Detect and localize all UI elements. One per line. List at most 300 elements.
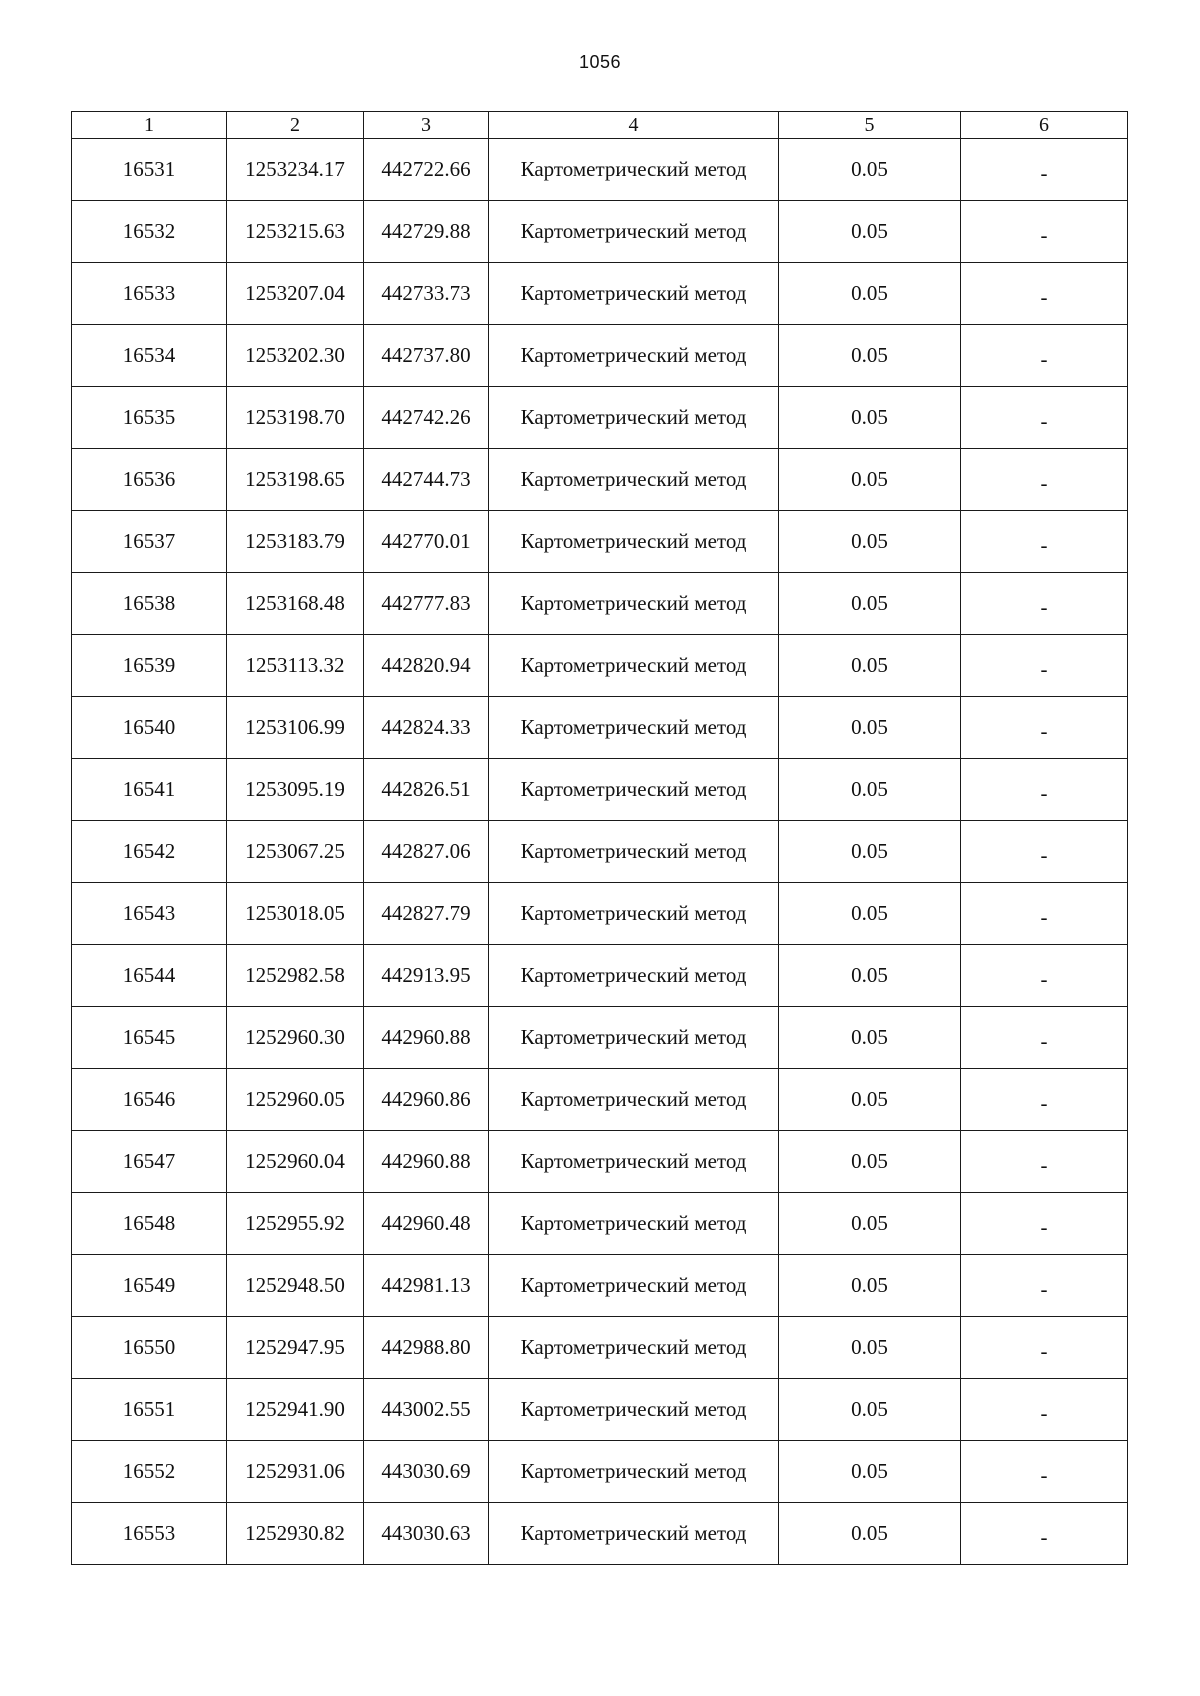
point-number-value: 16543 [122,901,176,925]
cell-point-number [72,1317,227,1379]
y-coordinate-value: 442820.94 [381,653,471,677]
table-row [72,1193,1128,1255]
cell-accuracy [779,1193,961,1255]
page-number: 1056 [578,52,622,72]
table-row [72,759,1128,821]
y-coordinate-value: 442960.48 [381,1211,471,1235]
note-value: - [1040,533,1048,557]
cell-method [489,1317,779,1379]
note-value: - [1040,1525,1048,1549]
cell-point-number [72,1255,227,1317]
x-coordinate-value: 1253207.04 [245,281,345,305]
cell-accuracy [779,573,961,635]
cell-method [489,821,779,883]
accuracy-value: 0.05 [851,1397,888,1421]
note-value: - [1040,967,1048,991]
y-coordinate-value: 442742.26 [381,405,471,429]
x-coordinate-value: 1253168.48 [245,591,345,615]
cell-x-coordinate [227,1193,364,1255]
y-coordinate-value: 442824.33 [381,715,471,739]
x-coordinate-value: 1252930.82 [245,1521,345,1545]
header-cell-3: 3 [364,112,489,139]
cell-point-number [72,1193,227,1255]
note-value: - [1040,347,1048,371]
table-header [72,112,1128,139]
cell-point-number [72,139,227,201]
cell-note [961,759,1128,821]
cell-note [961,325,1128,387]
cell-y-coordinate [364,821,489,883]
x-coordinate-value: 1253198.70 [245,405,345,429]
cell-y-coordinate [364,201,489,263]
cell-point-number [72,821,227,883]
method-value: Картометрический метод [520,1025,747,1049]
point-number-value: 16541 [122,777,176,801]
x-coordinate-value: 1252948.50 [245,1273,345,1297]
note-value: - [1040,657,1048,681]
y-coordinate-value: 442988.80 [381,1335,471,1359]
note-value: - [1040,161,1048,185]
cell-point-number [72,573,227,635]
table-row [72,635,1128,697]
cell-accuracy [779,1069,961,1131]
point-number-value: 16540 [122,715,176,739]
cell-note [961,573,1128,635]
y-coordinate-value: 442777.83 [381,591,471,615]
table-row [72,1317,1128,1379]
point-number-value: 16548 [122,1211,176,1235]
cell-note [961,1193,1128,1255]
accuracy-value: 0.05 [851,405,888,429]
cell-note [961,1379,1128,1441]
note-value: - [1040,1463,1048,1487]
x-coordinate-value: 1252960.05 [245,1087,345,1111]
y-coordinate-value: 443030.63 [381,1521,471,1545]
x-coordinate-value: 1253095.19 [245,777,345,801]
accuracy-value: 0.05 [851,1273,888,1297]
note-value: - [1040,223,1048,247]
note-value: - [1040,595,1048,619]
cell-note [961,821,1128,883]
cell-note [961,1007,1128,1069]
point-number-value: 16544 [122,963,176,987]
x-coordinate-value: 1253183.79 [245,529,345,553]
cell-x-coordinate [227,1007,364,1069]
cell-note [961,1317,1128,1379]
x-coordinate-value: 1252960.30 [245,1025,345,1049]
method-value: Картометрический метод [520,653,747,677]
note-value: - [1040,1401,1048,1425]
cell-x-coordinate [227,697,364,759]
cell-x-coordinate [227,511,364,573]
cell-method [489,573,779,635]
method-value: Картометрический метод [520,529,747,553]
cell-accuracy [779,139,961,201]
note-value: - [1040,471,1048,495]
method-value: Картометрический метод [520,1087,747,1111]
table-row [72,883,1128,945]
cell-accuracy [779,387,961,449]
cell-y-coordinate [364,1069,489,1131]
cell-accuracy [779,697,961,759]
cell-point-number [72,387,227,449]
cell-method [489,759,779,821]
point-number-value: 16537 [122,529,176,553]
cell-accuracy [779,821,961,883]
point-number-value: 16532 [122,219,176,243]
y-coordinate-value: 442960.86 [381,1087,471,1111]
y-coordinate-value: 442981.13 [381,1273,471,1297]
accuracy-value: 0.05 [851,1025,888,1049]
cell-point-number [72,1379,227,1441]
x-coordinate-value: 1252960.04 [245,1149,345,1173]
point-number-value: 16535 [122,405,176,429]
cell-point-number [72,1131,227,1193]
point-number-value: 16536 [122,467,176,491]
table-row [72,201,1128,263]
accuracy-value: 0.05 [851,839,888,863]
cell-note [961,1503,1128,1565]
note-value: - [1040,1215,1048,1239]
point-number-value: 16531 [122,157,176,181]
accuracy-value: 0.05 [851,715,888,739]
cell-x-coordinate [227,1131,364,1193]
cell-x-coordinate [227,1069,364,1131]
x-coordinate-value: 1253018.05 [245,901,345,925]
cell-method [489,449,779,511]
table-row [72,821,1128,883]
cell-accuracy [779,945,961,1007]
coordinates-table [71,111,1128,1565]
x-coordinate-value: 1252931.06 [245,1459,345,1483]
y-coordinate-value: 443030.69 [381,1459,471,1483]
method-value: Картометрический метод [520,1459,747,1483]
cell-point-number [72,945,227,1007]
cell-y-coordinate [364,449,489,511]
cell-y-coordinate [364,511,489,573]
point-number-value: 16549 [122,1273,176,1297]
y-coordinate-value: 442827.79 [381,901,471,925]
method-value: Картометрический метод [520,281,747,305]
cell-point-number [72,883,227,945]
table-row [72,387,1128,449]
accuracy-value: 0.05 [851,467,888,491]
table-row [72,1441,1128,1503]
cell-x-coordinate [227,573,364,635]
cell-method [489,511,779,573]
cell-method [489,635,779,697]
cell-point-number [72,1441,227,1503]
cell-method [489,325,779,387]
cell-point-number [72,1069,227,1131]
method-value: Картометрический метод [520,963,747,987]
cell-y-coordinate [364,1131,489,1193]
cell-x-coordinate [227,759,364,821]
header-cell-1: 1 [72,112,227,139]
cell-accuracy [779,511,961,573]
cell-x-coordinate [227,821,364,883]
cell-accuracy [779,1131,961,1193]
cell-accuracy [779,263,961,325]
point-number-value: 16538 [122,591,176,615]
point-number-value: 16553 [122,1521,176,1545]
point-number-value: 16551 [122,1397,176,1421]
cell-note [961,1255,1128,1317]
table-row [72,263,1128,325]
cell-method [489,945,779,1007]
note-value: - [1040,843,1048,867]
note-value: - [1040,1277,1048,1301]
point-number-value: 16552 [122,1459,176,1483]
table-row [72,573,1128,635]
cell-y-coordinate [364,263,489,325]
note-value: - [1040,1091,1048,1115]
header-row [72,112,1128,139]
cell-note [961,387,1128,449]
x-coordinate-value: 1253202.30 [245,343,345,367]
cell-y-coordinate [364,945,489,1007]
header-cell-2: 2 [227,112,364,139]
cell-method [489,1379,779,1441]
accuracy-value: 0.05 [851,529,888,553]
note-value: - [1040,1029,1048,1053]
cell-accuracy [779,883,961,945]
x-coordinate-value: 1252947.95 [245,1335,345,1359]
cell-method [489,1131,779,1193]
cell-y-coordinate [364,325,489,387]
x-coordinate-value: 1252955.92 [245,1211,345,1235]
table-row [72,449,1128,511]
cell-point-number [72,697,227,759]
accuracy-value: 0.05 [851,777,888,801]
note-value: - [1040,905,1048,929]
accuracy-value: 0.05 [851,343,888,367]
cell-point-number [72,1503,227,1565]
y-coordinate-value: 442737.80 [381,343,471,367]
x-coordinate-value: 1253067.25 [245,839,345,863]
cell-note [961,1069,1128,1131]
method-value: Картометрический метод [520,157,747,181]
cell-accuracy [779,201,961,263]
point-number-value: 16533 [122,281,176,305]
x-coordinate-value: 1252982.58 [245,963,345,987]
table-row [72,1503,1128,1565]
cell-x-coordinate [227,883,364,945]
x-coordinate-value: 1253234.17 [245,157,345,181]
table-row [72,139,1128,201]
cell-accuracy [779,1007,961,1069]
cell-note [961,697,1128,759]
y-coordinate-value: 442729.88 [381,219,471,243]
cell-accuracy [779,1317,961,1379]
cell-point-number [72,201,227,263]
point-number-value: 16545 [122,1025,176,1049]
accuracy-value: 0.05 [851,1521,888,1545]
cell-y-coordinate [364,1441,489,1503]
note-value: - [1040,1339,1048,1363]
cell-method [489,1503,779,1565]
cell-note [961,449,1128,511]
cell-accuracy [779,325,961,387]
cell-point-number [72,1007,227,1069]
cell-method [489,263,779,325]
y-coordinate-value: 442960.88 [381,1149,471,1173]
cell-y-coordinate [364,883,489,945]
y-coordinate-value: 442913.95 [381,963,471,987]
cell-x-coordinate [227,1441,364,1503]
table-row [72,511,1128,573]
cell-y-coordinate [364,759,489,821]
cell-x-coordinate [227,449,364,511]
y-coordinate-value: 442960.88 [381,1025,471,1049]
table-row [72,1379,1128,1441]
cell-method [489,139,779,201]
cell-note [961,201,1128,263]
cell-accuracy [779,1503,961,1565]
method-value: Картометрический метод [520,219,747,243]
cell-x-coordinate [227,201,364,263]
accuracy-value: 0.05 [851,963,888,987]
point-number-value: 16547 [122,1149,176,1173]
note-value: - [1040,1153,1048,1177]
method-value: Картометрический метод [520,1273,747,1297]
cell-x-coordinate [227,387,364,449]
point-number-value: 16546 [122,1087,176,1111]
cell-y-coordinate [364,635,489,697]
method-value: Картометрический метод [520,901,747,925]
cell-y-coordinate [364,387,489,449]
point-number-value: 16542 [122,839,176,863]
table-row [72,1007,1128,1069]
cell-note [961,635,1128,697]
point-number-value: 16550 [122,1335,176,1359]
method-value: Картометрический метод [520,343,747,367]
cell-accuracy [779,449,961,511]
cell-point-number [72,263,227,325]
y-coordinate-value: 442826.51 [381,777,471,801]
cell-accuracy [779,759,961,821]
y-coordinate-value: 442722.66 [381,157,471,181]
cell-y-coordinate [364,1317,489,1379]
cell-x-coordinate [227,1317,364,1379]
cell-x-coordinate [227,263,364,325]
accuracy-value: 0.05 [851,1459,888,1483]
method-value: Картометрический метод [520,777,747,801]
method-value: Картометрический метод [520,1211,747,1235]
accuracy-value: 0.05 [851,1087,888,1111]
method-value: Картометрический метод [520,591,747,615]
y-coordinate-value: 442827.06 [381,839,471,863]
accuracy-value: 0.05 [851,1149,888,1173]
cell-x-coordinate [227,1255,364,1317]
table-row [72,697,1128,759]
accuracy-value: 0.05 [851,591,888,615]
table-row [72,945,1128,1007]
cell-point-number [72,449,227,511]
cell-y-coordinate [364,1193,489,1255]
method-value: Картометрический метод [520,1149,747,1173]
cell-method [489,1441,779,1503]
cell-note [961,139,1128,201]
cell-y-coordinate [364,697,489,759]
method-value: Картометрический метод [520,715,747,739]
cell-x-coordinate [227,1503,364,1565]
x-coordinate-value: 1252941.90 [245,1397,345,1421]
accuracy-value: 0.05 [851,1211,888,1235]
y-coordinate-value: 443002.55 [381,1397,471,1421]
cell-accuracy [779,1255,961,1317]
cell-note [961,511,1128,573]
cell-method [489,697,779,759]
method-value: Картометрический метод [520,1397,747,1421]
cell-method [489,1069,779,1131]
cell-x-coordinate [227,139,364,201]
cell-note [961,945,1128,1007]
cell-y-coordinate [364,1255,489,1317]
cell-method [489,1193,779,1255]
x-coordinate-value: 1253106.99 [245,715,345,739]
y-coordinate-value: 442733.73 [381,281,471,305]
cell-method [489,201,779,263]
method-value: Картометрический метод [520,467,747,491]
cell-method [489,1255,779,1317]
cell-y-coordinate [364,1503,489,1565]
cell-note [961,263,1128,325]
method-value: Картометрический метод [520,839,747,863]
point-number-value: 16539 [122,653,176,677]
x-coordinate-value: 1253215.63 [245,219,345,243]
table-row [72,1069,1128,1131]
cell-x-coordinate [227,325,364,387]
table-row [72,325,1128,387]
table-row [72,1131,1128,1193]
cell-x-coordinate [227,635,364,697]
header-cell-4: 4 [489,112,779,139]
cell-y-coordinate [364,139,489,201]
cell-note [961,1441,1128,1503]
cell-x-coordinate [227,945,364,1007]
accuracy-value: 0.05 [851,281,888,305]
accuracy-value: 0.05 [851,219,888,243]
method-value: Картометрический метод [520,1335,747,1359]
cell-point-number [72,511,227,573]
cell-method [489,387,779,449]
cell-accuracy [779,1441,961,1503]
cell-note [961,1131,1128,1193]
accuracy-value: 0.05 [851,1335,888,1359]
y-coordinate-value: 442744.73 [381,467,471,491]
accuracy-value: 0.05 [851,901,888,925]
point-number-value: 16534 [122,343,176,367]
table-body [72,139,1128,1565]
method-value: Картометрический метод [520,1521,747,1545]
table-row [72,1255,1128,1317]
cell-y-coordinate [364,1379,489,1441]
note-value: - [1040,781,1048,805]
cell-note [961,883,1128,945]
cell-point-number [72,325,227,387]
cell-method [489,1007,779,1069]
cell-y-coordinate [364,573,489,635]
note-value: - [1040,719,1048,743]
y-coordinate-value: 442770.01 [381,529,471,553]
note-value: - [1040,409,1048,433]
cell-accuracy [779,1379,961,1441]
x-coordinate-value: 1253198.65 [245,467,345,491]
accuracy-value: 0.05 [851,157,888,181]
cell-method [489,883,779,945]
header-cell-5: 5 [779,112,961,139]
